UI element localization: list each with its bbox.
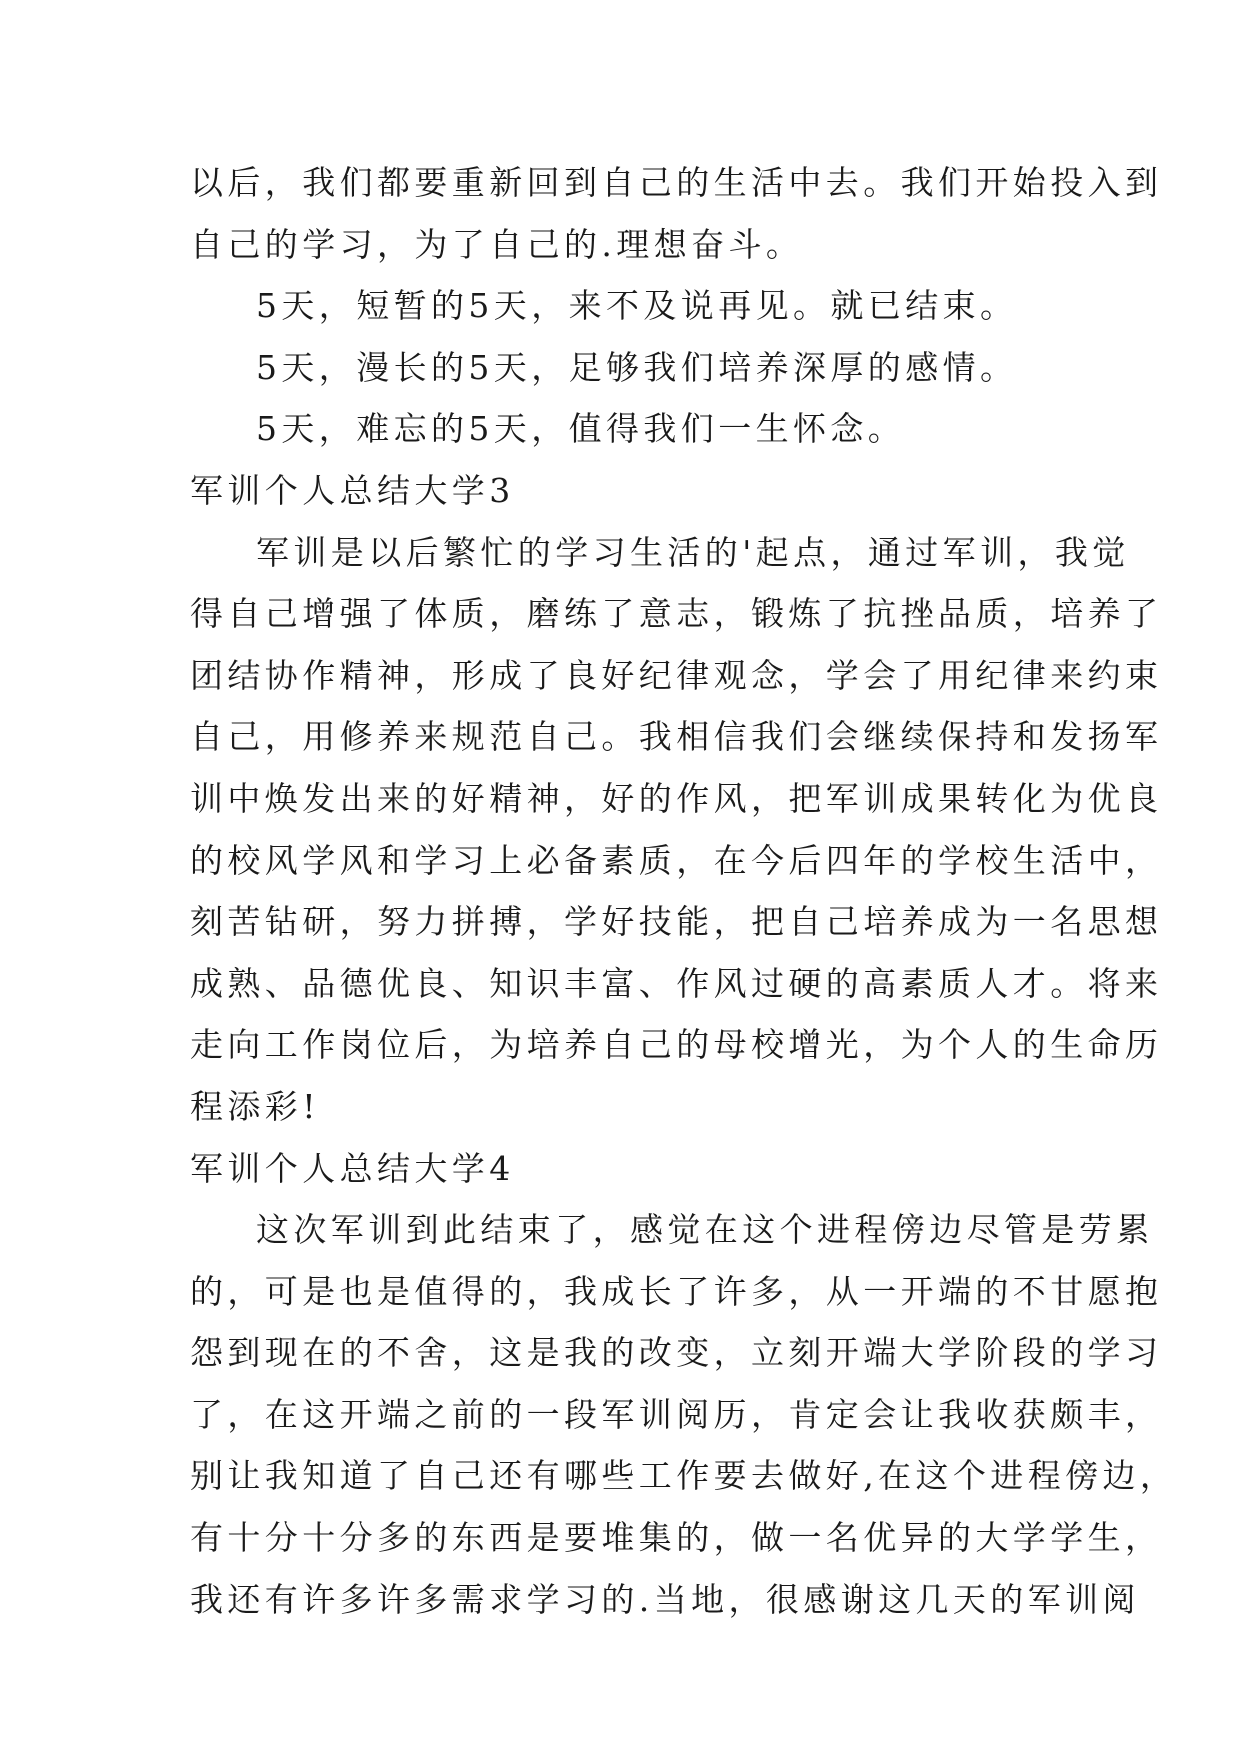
text-line: 5天，难忘的5天，值得我们一生怀念。: [256, 409, 906, 449]
text-line: 刻苦钻研，努力拼搏，学好技能，把自己培养成为一名思想: [190, 902, 1163, 942]
document-page: [190, 152, 1178, 1630]
text-line: 怨到现在的不舍，这是我的改变，立刻开端大学阶段的学习: [190, 1333, 1163, 1373]
section-heading: 军训个人总结大学4: [190, 1148, 515, 1188]
text-line: 训中焕发出来的好精神，好的作风，把军训成果转化为优良: [190, 778, 1163, 818]
text-line: 军训是以后繁忙的学习生活的'起点，通过军训，我觉: [256, 532, 1130, 572]
text-line: 得自己增强了体质，磨练了意志，锻炼了抗挫品质，培养了: [190, 594, 1163, 634]
text-line: 自己，用修养来规范自己。我相信我们会继续保持和发扬军: [190, 717, 1163, 757]
text-line: 以后，我们都要重新回到自己的生活中去。我们开始投入到: [190, 163, 1163, 202]
text-line: 5天，漫长的5天，足够我们培养深厚的感情。: [256, 347, 1018, 387]
text-line: 团结协作精神，形成了良好纪律观念，学会了用纪律来约束: [190, 655, 1163, 695]
text-line: 了，在这开端之前的一段军训阅历，肯定会让我收获颇丰，: [190, 1394, 1163, 1434]
text-line: 5天，短暂的5天，来不及说再见。就已结束。: [256, 286, 1018, 326]
text-line: 的，可是也是值得的，我成长了许多，从一开端的不甘愿抱: [190, 1271, 1163, 1311]
text-line: 这次军训到此结束了，感觉在这个进程傍边尽管是劳累: [256, 1210, 1154, 1250]
text-line: 成熟、品德优良、知识丰富、作风过硬的高素质人才。将来: [190, 963, 1163, 1003]
text-line: 的校风学风和学习上必备素质，在今后四年的学校生活中，: [190, 840, 1163, 880]
text-line: 自己的学习，为了自己的.理想奋斗。: [190, 224, 804, 264]
text-line: 有十分十分多的东西是要堆集的，做一名优异的大学学生，: [190, 1518, 1163, 1558]
text-line: 程添彩!: [190, 1086, 320, 1126]
text-line: 走向工作岗位后，为培养自己的母校增光，为个人的生命历: [190, 1025, 1163, 1065]
text-line: 我还有许多许多需求学习的.当地，很感谢这几天的军训阅: [190, 1579, 1140, 1619]
text-line: 别让我知道了自己还有哪些工作要去做好,在这个进程傍边，: [190, 1456, 1178, 1496]
section-heading: 军训个人总结大学3: [190, 470, 515, 510]
